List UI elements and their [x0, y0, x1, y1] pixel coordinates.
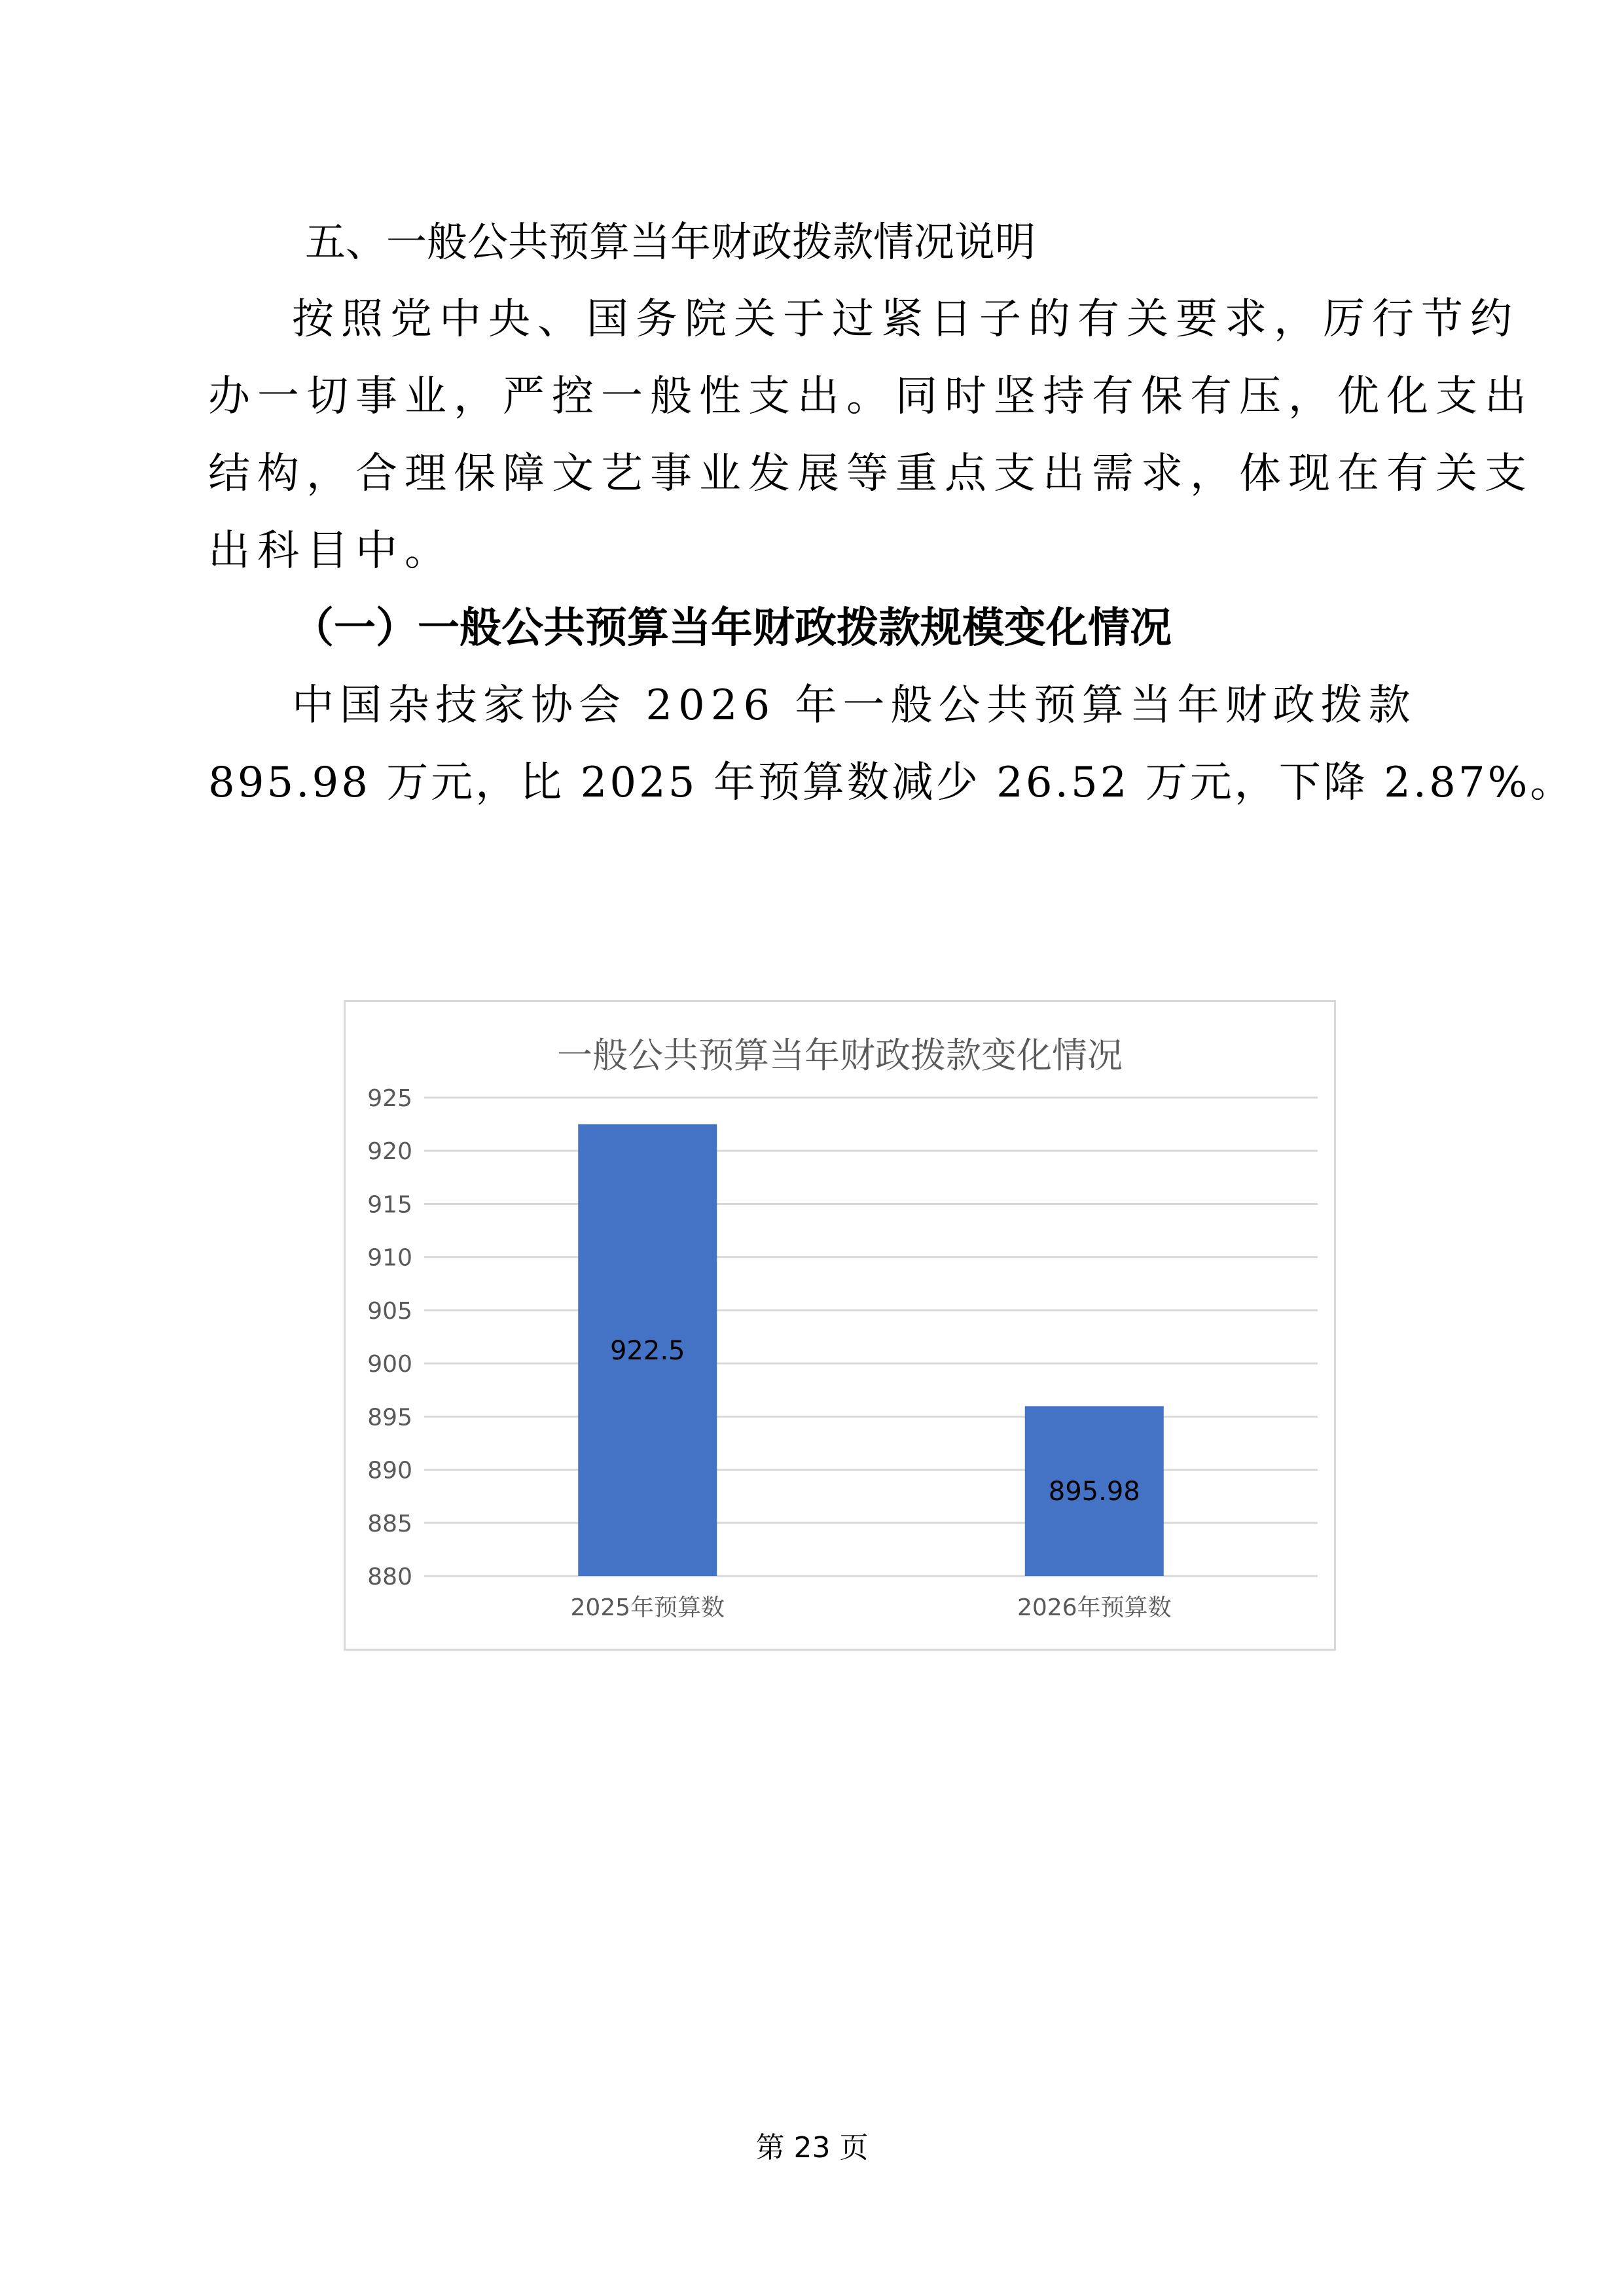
bar-chart	[344, 1000, 1336, 1651]
y-tick-label: 925	[367, 1085, 412, 1112]
paragraph-line: 按照党中央、国务院关于过紧日子的有关要求，厉行节约	[292, 295, 1519, 344]
y-tick-label: 905	[367, 1297, 412, 1325]
paragraph-line: 895.98 万元，比 2025 年预算数减少 26.52 万元，下降 2.87%。	[208, 759, 1575, 807]
x-tick-label: 2026年预算数	[1017, 1594, 1172, 1621]
page-number: 23	[793, 2131, 831, 2164]
x-tick-label: 2025年预算数	[570, 1594, 725, 1621]
y-tick-label: 885	[367, 1510, 412, 1537]
y-tick-label: 880	[367, 1564, 412, 1590]
data-label: 922.5	[609, 1335, 685, 1366]
y-tick-label: 915	[367, 1191, 412, 1219]
y-tick-label: 900	[367, 1351, 412, 1378]
page-footer	[0, 2128, 1624, 2168]
paragraph-line: 办一切事业，严控一般性支出。同时坚持有保有压，优化支出	[208, 372, 1534, 421]
paragraph-line: 中国杂技家协会 2026 年一般公共预算当年财政拨款	[292, 681, 1416, 730]
data-label: 895.98	[1048, 1477, 1140, 1507]
y-tick-label: 920	[367, 1138, 412, 1166]
subsection-title: （一）一般公共预算当年财政拨款规模变化情况	[292, 603, 1172, 653]
footer-suffix: 页	[839, 2131, 869, 2164]
section-title: 五、一般公共预算当年财政拨款情况说明	[305, 218, 1036, 266]
chart-title: 一般公共预算当年财政拨款变化情况	[557, 1035, 1123, 1076]
footer-prefix: 第	[755, 2131, 785, 2164]
y-tick-label: 910	[367, 1244, 412, 1272]
paragraph-line: 结构，合理保障文艺事业发展等重点支出需求，体现在有关支	[208, 450, 1534, 498]
y-tick-label: 890	[367, 1457, 412, 1484]
y-tick-label: 895	[367, 1404, 412, 1431]
chart-canvas	[346, 1002, 1334, 1649]
paragraph-line: 出科目中。	[208, 527, 454, 575]
